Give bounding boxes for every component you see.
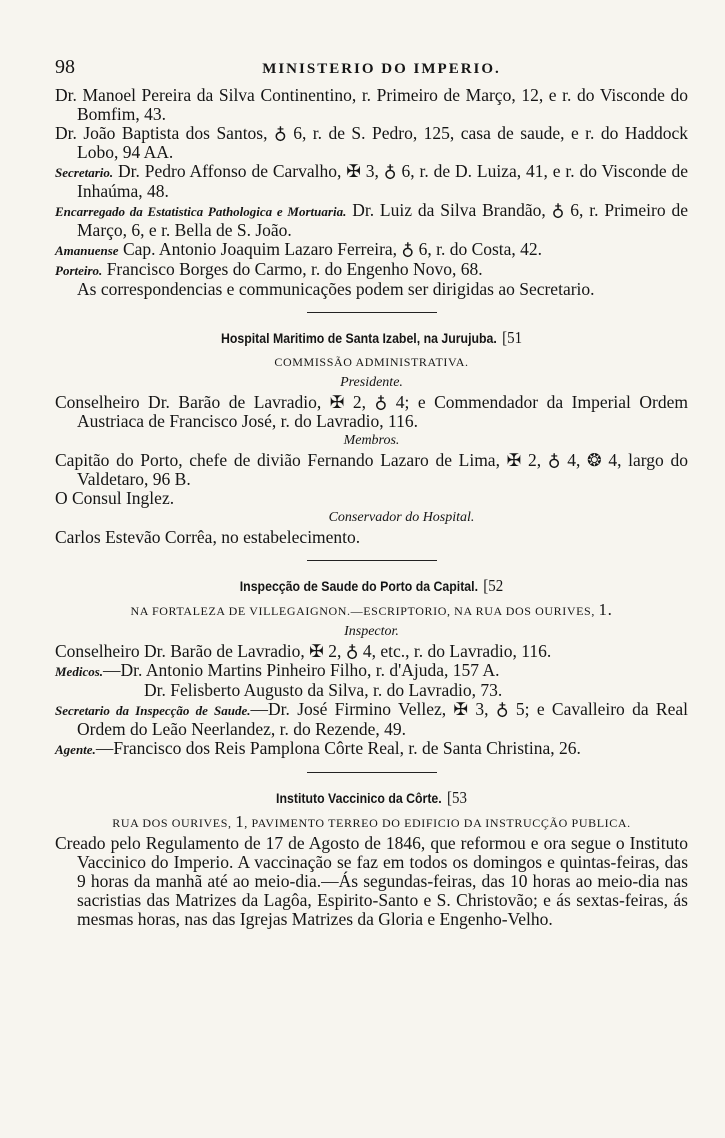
entry-presidente: Conselheiro Dr. Barão de Lavradio, ✠ 2, ♁ 4; e Commendador da Imperial Ordem Austriaca de Francisco José, r. do Lavradio, 116. — [55, 392, 688, 431]
role-label: Secretario da Inspecção de Saude. — [55, 703, 251, 718]
conservador-label: Conservador do Hospital. — [328, 510, 475, 525]
section-title-instituto — [93, 787, 650, 809]
section-divider — [307, 772, 437, 773]
commission-heading: COMMISSÃO ADMINISTRATIVA. — [274, 355, 469, 369]
entry-text: Cap. Antonio Joaquim Lazaro Ferreira, ♁ 6, r. do Costa, 42. — [118, 239, 543, 259]
section-divider — [307, 560, 437, 561]
section-number: [51 — [502, 328, 523, 347]
entry-amanuense — [55, 240, 688, 260]
entry-text: —Dr. José Firmino Vellez, ✠ 3, ♁ 5; e Cavalleiro da Real Ordem do Leão Neerlandez, r. do Rezende, 49. — [77, 699, 688, 739]
section-title-text: Inspecção de Saude do Porto da Capital. — [239, 578, 479, 594]
section-number: [52 — [483, 576, 504, 595]
address-text-continued: , PAVIMENTO TERREO DO EDIFICIO DA INSTRUCÇÃO PUBLICA. — [244, 816, 631, 830]
section-divider — [307, 312, 437, 313]
entry-membro-consul: O Consul Inglez. — [55, 488, 175, 508]
role-label: Amanuense — [55, 243, 119, 258]
entry-agente — [55, 739, 688, 759]
inspeccao-address — [55, 601, 688, 620]
entry-continentino: Dr. Manoel Pereira da Silva Continentino, r. Primeiro de Março, 12, e r. do Visconde do Bomfim, 43. — [55, 85, 688, 124]
entry-text: Dr. Pedro Affonso de Carvalho, ✠ 3, ♁ 6, r. de D. Luiza, 41, e r. do Visconde de Inhaúma, 48. — [77, 161, 688, 201]
role-label: Medicos. — [55, 664, 104, 679]
section-title-text: Instituto Vaccinico da Côrte. — [276, 790, 442, 806]
address-number: 1. — [598, 600, 613, 619]
entry-membro-capitao: Capitão do Porto, chefe de divião Fernando Lazaro de Lima, ✠ 2, ♁ 4, ❂ 4, largo do Valdetaro, 96 B. — [55, 450, 688, 489]
entry-inspector: Conselheiro Dr. Barão de Lavradio, ✠ 2, ♁ 4, etc., r. do Lavradio, 116. — [55, 641, 552, 661]
section-title-hospital — [93, 327, 650, 349]
inspector-label: Inspector. — [344, 624, 399, 639]
entry-medico-2: Dr. Felisberto Augusto da Silva, r. do Lavradio, 73. — [144, 680, 503, 700]
address-text: RUA DOS OURIVES, — [112, 816, 236, 830]
entry-medicos — [55, 661, 688, 681]
instituto-address — [55, 813, 688, 832]
entry-text: Francisco Borges do Carmo, r. do Engenho Novo, 68. — [102, 259, 483, 279]
entry-encarregado — [55, 201, 688, 240]
role-label: Secretario. — [55, 165, 114, 180]
entry-conservador: Carlos Estevão Corrêa, no estabelecimento. — [55, 527, 361, 547]
entry-text: —Dr. Antonio Martins Pinheiro Filho, r. d'Ajuda, 157 A. — [103, 660, 500, 680]
entry-secretario — [55, 162, 688, 201]
running-title: MINISTERIO DO IMPERIO. — [262, 61, 501, 77]
role-label: Porteiro. — [55, 263, 103, 278]
entry-text: Dr. Luiz da Silva Brandão, ♁ 6, r. Primeiro de Março, 6, e r. Bella de S. João. — [77, 200, 689, 240]
section-number: [53 — [447, 788, 467, 807]
section-title-inspeccao — [93, 575, 650, 597]
entry-secretario-inspeccao — [55, 700, 688, 739]
section-title-text: Hospital Maritimo de Santa Izabel, na Jurujuba. — [220, 330, 497, 346]
page-number: 98 — [55, 56, 75, 78]
entry-text: —Francisco dos Reis Pamplona Côrte Real, r. de Santa Christina, 26. — [95, 738, 581, 758]
membros-label: Membros. — [343, 433, 400, 448]
instituto-description: Creado pelo Regulamento de 17 de Agosto de 1846, que reformou e ora segue o Instituto Vaccinico do Imperio. A vaccinação se faz em todos os domingos e quintas-feiras, das 9 horas da manhã até ao meio-dia.—Ás segundas-feiras, das 10 horas ao meio-dia nas sacristias das Matrizes da Lagôa, Espirito-Santo e S. Christovão; e ás sextas-feiras, ás mesmas horas, nas das Igrejas Matrizes da Gloria e Engenho-Velho. — [55, 833, 688, 929]
correspondence-note: As correspondencias e communicações podem ser dirigidas ao Secretario. — [77, 279, 595, 299]
entry-porteiro — [55, 260, 688, 280]
address-text: NA FORTALEZA DE VILLEGAIGNON.—ESCRIPTORIO, NA RUA DOS OURIVES, — [130, 604, 599, 618]
role-label: Encarregado da Estatistica Pathologica e Mortuaria. — [55, 204, 347, 219]
address-number: 1 — [235, 812, 245, 831]
page-content — [55, 56, 688, 929]
entry-baptista: Dr. João Baptista dos Santos, ♁ 6, r. de S. Pedro, 125, casa de saude, e r. do Haddock Lobo, 94 AA. — [55, 123, 688, 162]
page-header — [55, 56, 688, 86]
presidente-label: Presidente. — [340, 375, 403, 390]
role-label: Agente. — [55, 742, 96, 757]
